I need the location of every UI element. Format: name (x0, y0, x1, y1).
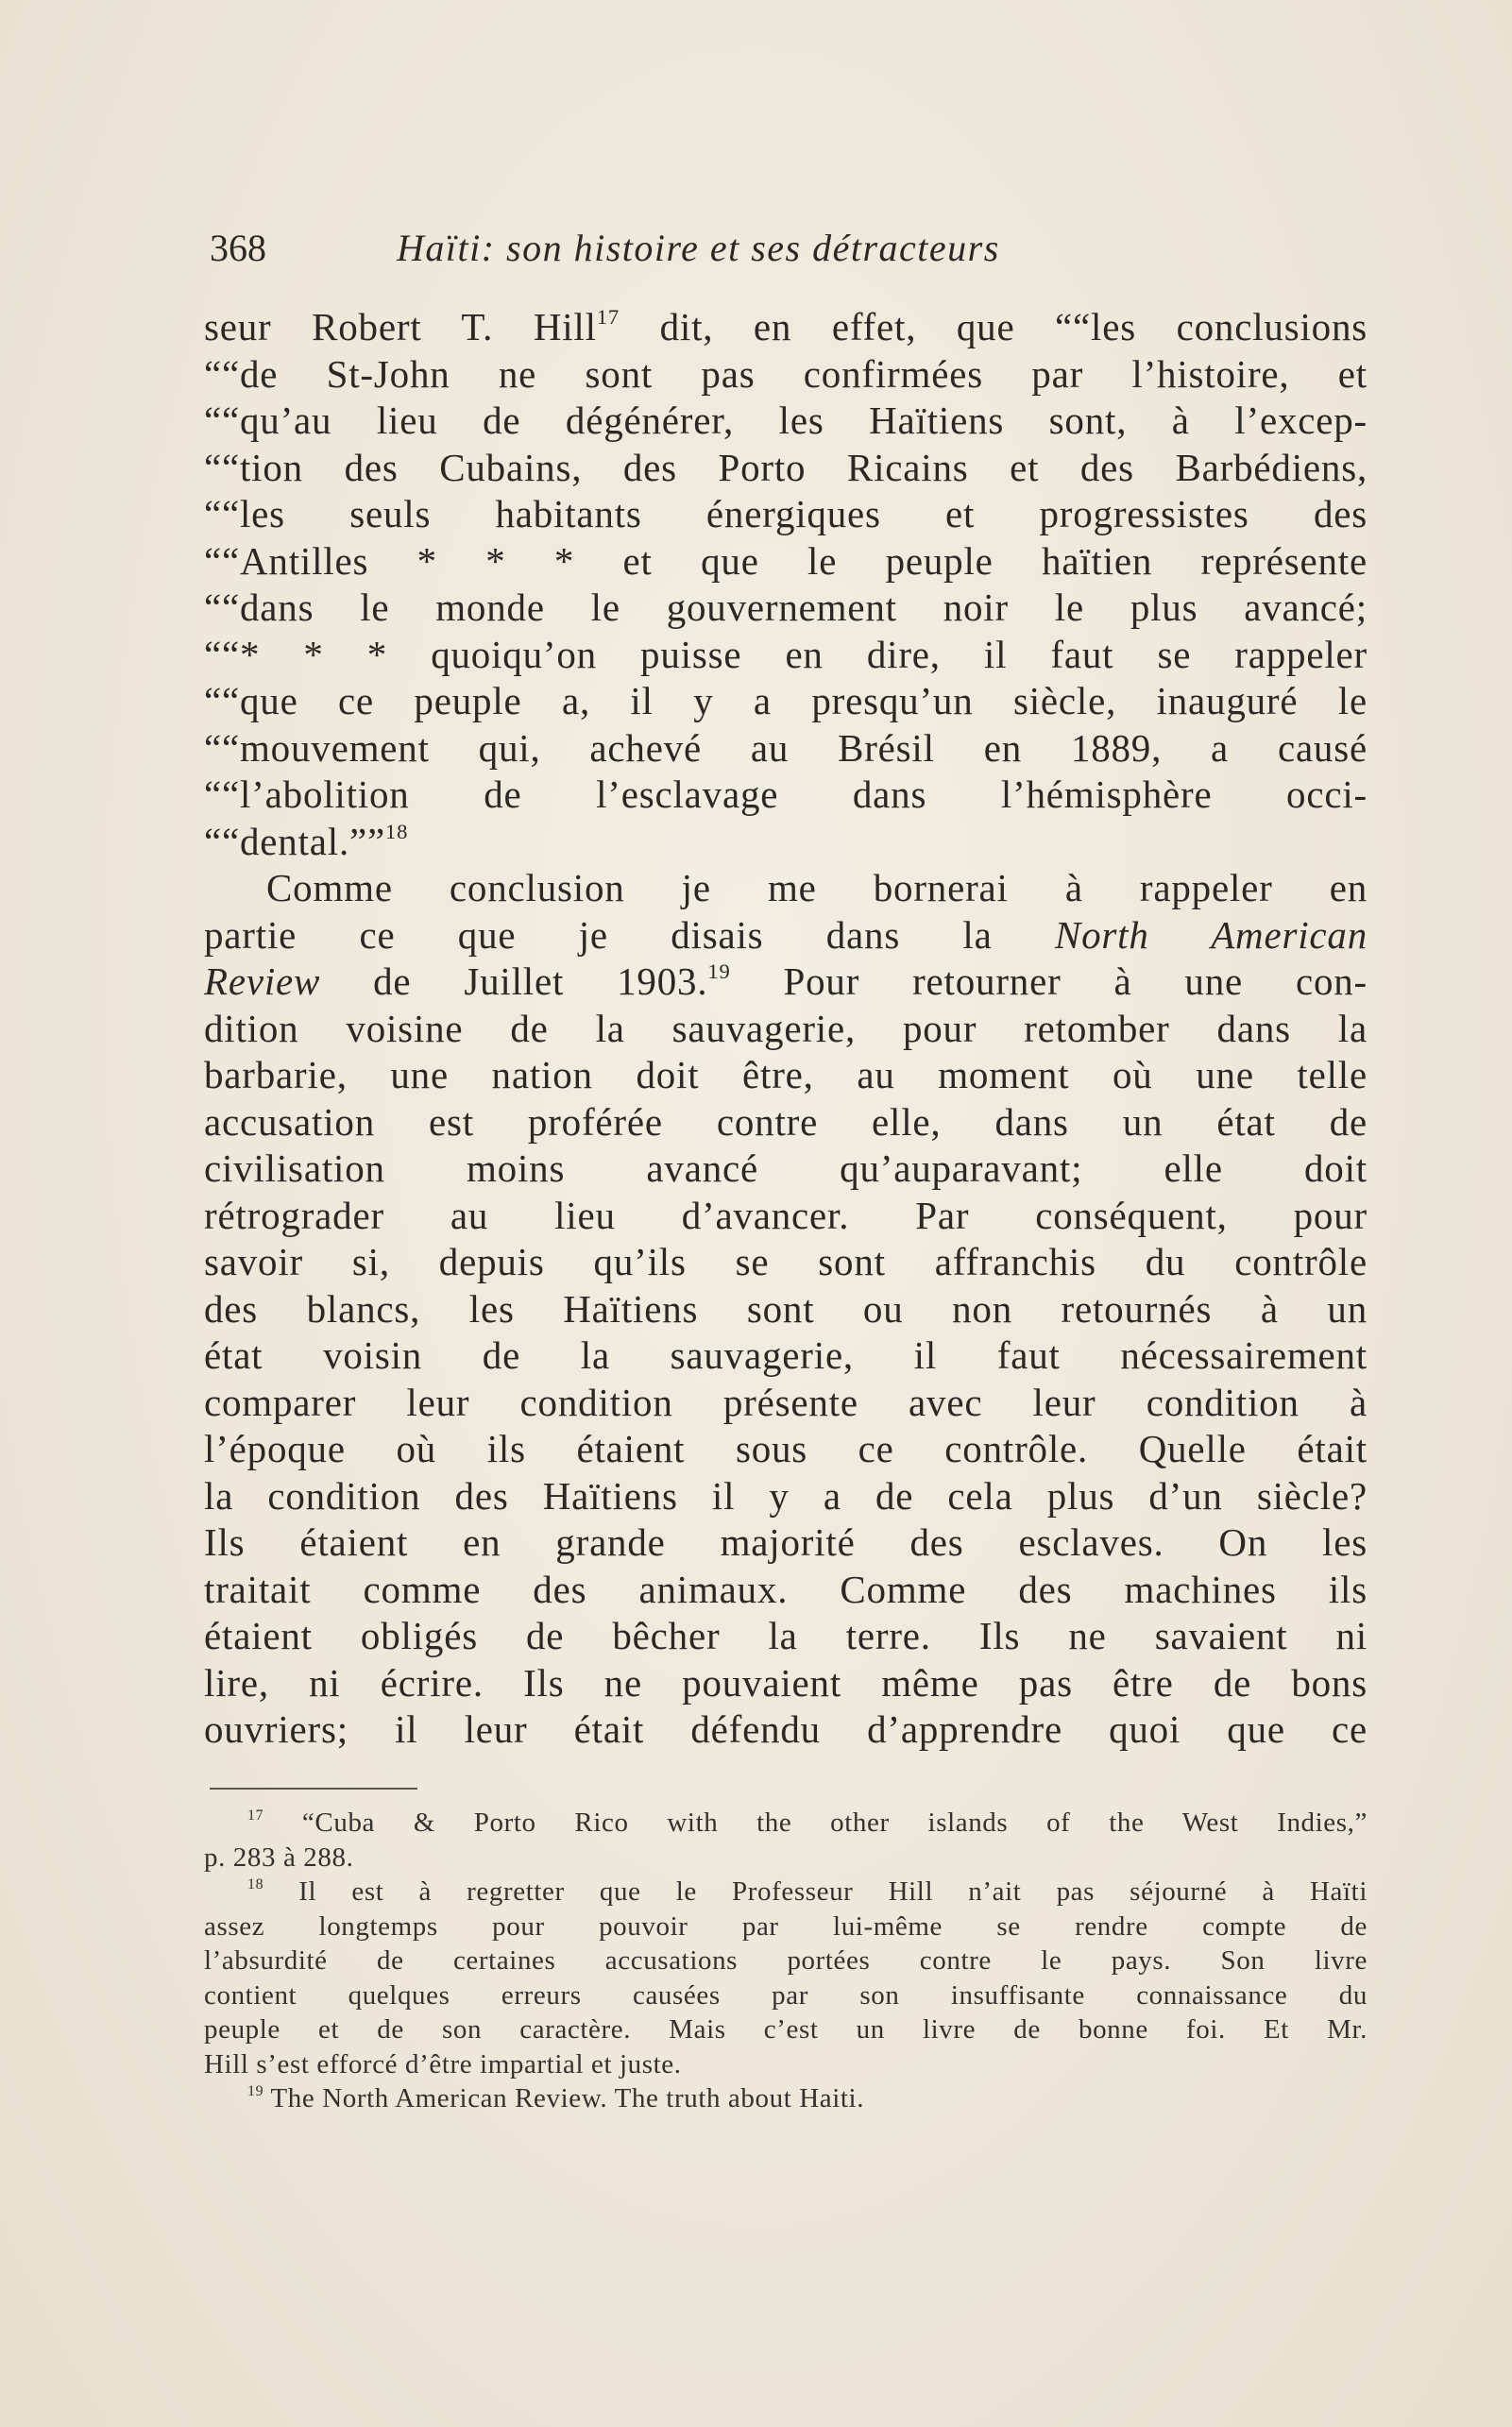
footnote-line: p. 283 à 288. (204, 1841, 354, 1873)
footnote-line: l’absurdité de certaines accusations portées contre le pays. Son livre (204, 1945, 1368, 1976)
text-line: seur Robert T. Hill$^{17}$ dit, en effet, que ““les conclusions (204, 305, 1368, 348)
text-line: ““Antilles * * * et que le peuple haïtien représente (204, 538, 1368, 583)
footnote-ref: 17 (596, 305, 620, 330)
footnote-ref: 18 (385, 819, 409, 843)
text-line: dition voisine de la sauvagerie, pour retomber dans la (204, 1006, 1368, 1050)
text-line: ““dans le monde le gouvernement noir le plus avancé; (204, 586, 1368, 629)
text-line: étaient obligés de bêcher la terre. Ils ne savaient ni (204, 1614, 1368, 1657)
text-line: accusation est proférée contre elle, dans un état de (204, 1099, 1368, 1144)
text-line: des blancs, les Haïtiens sont ou non retournés à un (204, 1286, 1368, 1331)
footnote-line: Hill s’est efforcé d’être impartial et juste. (204, 2048, 682, 2079)
italic-title: Review (204, 959, 321, 1003)
paragraph-start-line: Comme conclusion je me bornerai à rappeler en (266, 866, 1368, 909)
text-line: ““les seuls habitants énergiques et progressistes des (204, 492, 1368, 535)
page-header (210, 225, 1371, 272)
text-line: ““* * * quoiqu’on puisse en dire, il faut se rappeler (204, 632, 1368, 676)
text-line: rétrograder au lieu d’avancer. Par conséquent, pour (204, 1193, 1368, 1237)
text-line: lire, ni écrire. Ils ne pouvaient même pas être de bons (204, 1660, 1368, 1705)
footnote-19: $^{19}$ The North American Review. The truth about Haiti. (247, 2083, 865, 2113)
text-line: ““dental.””$^{18}$ (204, 819, 409, 863)
running-title: Haïti: son histoire et ses détracteurs (397, 227, 1000, 269)
text-line: ““de St-John ne sont pas confirmées par l’histoire, et (204, 351, 1368, 396)
text-line: ““tion des Cubains, des Porto Ricains et des Barbédiens, (204, 445, 1368, 489)
footnote-line: assez longtemps pour pouvoir par lui-même se rendre compte de (204, 1910, 1368, 1942)
text-line: ““qu’au lieu de dégénérer, les Haïtiens sont, à l’excep- (204, 399, 1368, 442)
text-line: ““que ce peuple a, il y a presqu’un siècle, inauguré le (204, 679, 1368, 722)
footnote-line: peuple et de son caractère. Mais c’est un livre de bonne foi. Et Mr. (204, 2014, 1368, 2045)
text-line: barbarie, une nation doit être, au moment où une telle (204, 1053, 1368, 1096)
footnote-ref: 19 (707, 959, 731, 984)
text-line: traitait comme des animaux. Comme des machines ils (204, 1567, 1368, 1611)
text-line: état voisin de la sauvagerie, il faut nécessairement (204, 1333, 1368, 1377)
footnote-divider (210, 1788, 417, 1790)
text-line: comparer leur condition présente avec leur condition à (204, 1380, 1368, 1424)
text-line: ““mouvement qui, achevé au Brésil en 1889, a causé (204, 725, 1368, 770)
footnote-17: $^{17}$ “Cuba & Porto Rico with the other islands of the West Indies,” (247, 1808, 1368, 1838)
text-line: Ils étaient en grande majorité des esclaves. On les (204, 1520, 1368, 1564)
footnote-number: 18 (247, 1876, 264, 1893)
footnote-number: 17 (247, 1808, 264, 1824)
text-line: l’époque où ils étaient sous ce contrôle. Quelle était (204, 1427, 1368, 1470)
text-line: partie ce que je disais dans la North American (204, 912, 1368, 957)
text-line: ouvriers; il leur était défendu d’apprendre quoi que ce (204, 1707, 1368, 1751)
footnotes (204, 1806, 1368, 2116)
italic-title: North American (1054, 912, 1368, 957)
text-line: Review de Juillet 1903.19 Pour retourner à une con- (204, 959, 1368, 1003)
text-line: civilisation moins avancé qu’auparavant; elle doit (204, 1146, 1368, 1190)
footnote-line: contient quelques erreurs causées par son insuffisante connaissance du (204, 1979, 1368, 2011)
text-line: ““l’abolition de l’esclavage dans l’hémisphère occi- (204, 772, 1368, 816)
footnote-18: $^{18}$ Il est à regretter que le Professeur Hill n’ait pas séjourné à Haïti (247, 1876, 1368, 1907)
text-line: savoir si, depuis qu’ils se sont affranchis du contrôle (204, 1240, 1368, 1283)
footnote-number: 19 (247, 2083, 264, 2100)
page-number: 368 (210, 227, 266, 269)
text-line: la condition des Haïtiens il y a de cela plus d’un siècle? (204, 1473, 1368, 1518)
body-text (204, 304, 1368, 1754)
